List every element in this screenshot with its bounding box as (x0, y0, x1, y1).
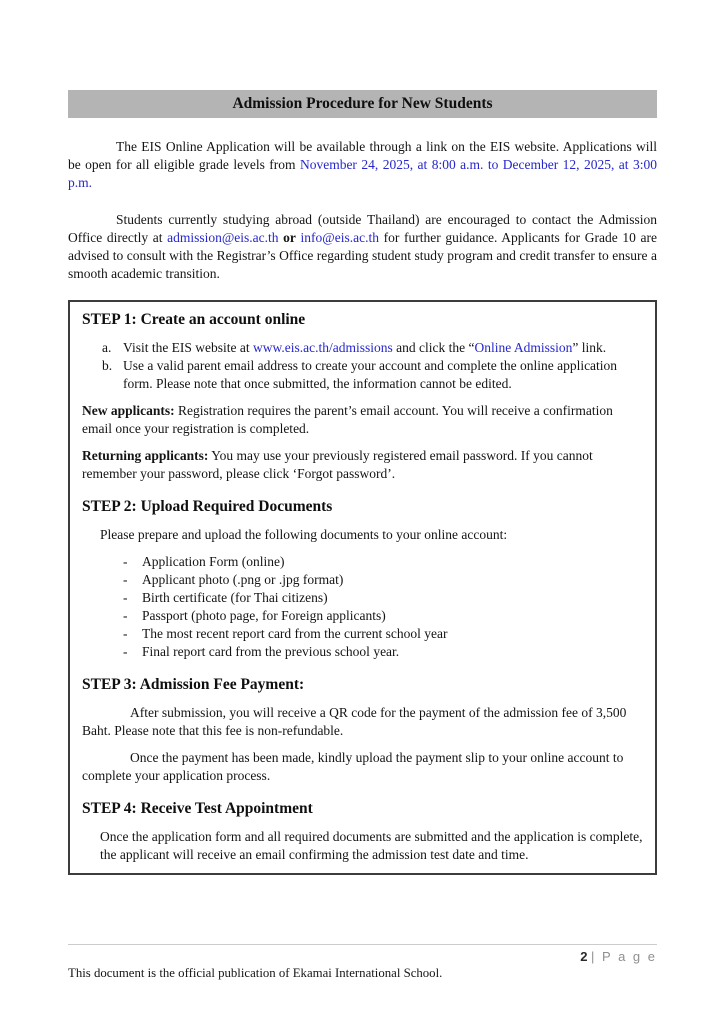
document-title-bar (68, 90, 657, 118)
step3-paragraph-1: After submission, you will receive a QR code for the payment of the admission fee of 3,500 Baht. Please note that this fee is non-refundable. (82, 705, 627, 738)
step1-heading: STEP 1: Create an account online (82, 311, 306, 328)
item-a-text: and click the “ (392, 340, 475, 355)
page-number-value: 2 (580, 949, 588, 964)
online-admission-link[interactable]: Online Admission (474, 340, 573, 355)
new-applicants-text: Registration requires the parent’s email account. You will receive a confirmation email once your registration is completed. (82, 403, 613, 436)
step4-heading: STEP 4: Receive Test Appointment (82, 800, 313, 817)
document-item-text: Application Form (online) (142, 554, 285, 569)
info-email-link[interactable]: info@eis.ac.th (300, 230, 379, 245)
step1-item-b (102, 357, 643, 393)
intro-paragraph-1-text: The EIS Online Application will be available through a link on the EIS website. Applications will be open for all eligible grade levels from (68, 139, 657, 172)
step2-intro: Please prepare and upload the following documents to your online account: (100, 527, 508, 542)
page-number (68, 948, 657, 965)
document-item-text: The most recent report card from the current school year (142, 626, 448, 641)
document-item-text: Applicant photo (.png or .jpg format) (142, 572, 344, 587)
page-title: Admission Procedure for New Students (232, 95, 493, 112)
new-applicants-label: New applicants: (82, 403, 175, 418)
intro-section (68, 138, 657, 283)
dash-bullet: - (123, 590, 128, 605)
list-item (123, 607, 643, 625)
list-item (123, 553, 643, 571)
intro-paragraph-2 (68, 211, 657, 283)
item-a-text: ” link. (572, 340, 607, 355)
step1-item-a (102, 339, 643, 357)
list-item (123, 643, 643, 661)
admission-email-link[interactable]: admission@eis.ac.th (167, 230, 279, 245)
document-item-text: Final report card from the previous school year. (142, 644, 400, 659)
footer-divider (68, 944, 657, 945)
dash-bullet: - (123, 644, 128, 659)
required-documents-list (82, 553, 643, 661)
dash-bullet: - (123, 608, 128, 623)
dash-bullet: - (123, 626, 128, 641)
document-item-text: Birth certificate (for Thai citizens) (142, 590, 328, 605)
admission-steps-box (68, 300, 657, 875)
intro-paragraph-2-text: Students currently studying abroad (outside Thailand) are encouraged to contact the Admission Office directly at (68, 212, 657, 245)
item-a-text: Visit the EIS website at (123, 340, 254, 355)
footer-note: This document is the official publication of Ekamai International School. (68, 966, 443, 980)
list-marker-b: b. (102, 358, 113, 373)
step3-paragraph-2: Once the payment has been made, kindly upload the payment slip to your online account to complete your application process. (82, 750, 624, 783)
step4-paragraph: Once the application form and all required documents are submitted and the application is complete, the applicant will receive an email confirming the admission test date and time. (100, 829, 643, 862)
step1-item-a-text (123, 339, 643, 357)
page-word: | P a g e (591, 949, 657, 964)
application-dates-text: November 24, 2025, at 8:00 a.m. to December 12, 2025, at 3:00 p.m. (68, 157, 657, 190)
returning-applicants-label: Returning applicants: (82, 448, 209, 463)
list-marker-a: a. (102, 340, 112, 355)
admissions-url-link[interactable]: www.eis.ac.th/admissions (253, 340, 393, 355)
list-item (123, 625, 643, 643)
returning-applicants-text: You may use your previously registered email password. If you cannot remember your password, please click ‘Forgot password’. (82, 448, 593, 481)
or-emphasis: or (283, 230, 296, 245)
step2-heading: STEP 2: Upload Required Documents (82, 498, 333, 515)
dash-bullet: - (123, 554, 128, 569)
step1-item-b-text: Use a valid parent email address to create your account and complete the online application form. Please note that once submitted, the information cannot be edited. (123, 358, 618, 391)
dash-bullet: - (123, 572, 128, 587)
intro-paragraph-2-continued: for further guidance. Applicants for Grade 10 are advised to consult with the Registrar’s Office regarding student study program and credit transfer to ensure a smooth academic transition. (68, 230, 658, 281)
intro-paragraph-1 (68, 138, 657, 192)
returning-applicants-paragraph (82, 447, 643, 483)
list-item (123, 571, 643, 589)
list-item (123, 589, 643, 607)
new-applicants-paragraph (82, 402, 643, 438)
document-item-text: Passport (photo page, for Foreign applicants) (142, 608, 386, 623)
step3-heading: STEP 3: Admission Fee Payment: (82, 676, 305, 693)
